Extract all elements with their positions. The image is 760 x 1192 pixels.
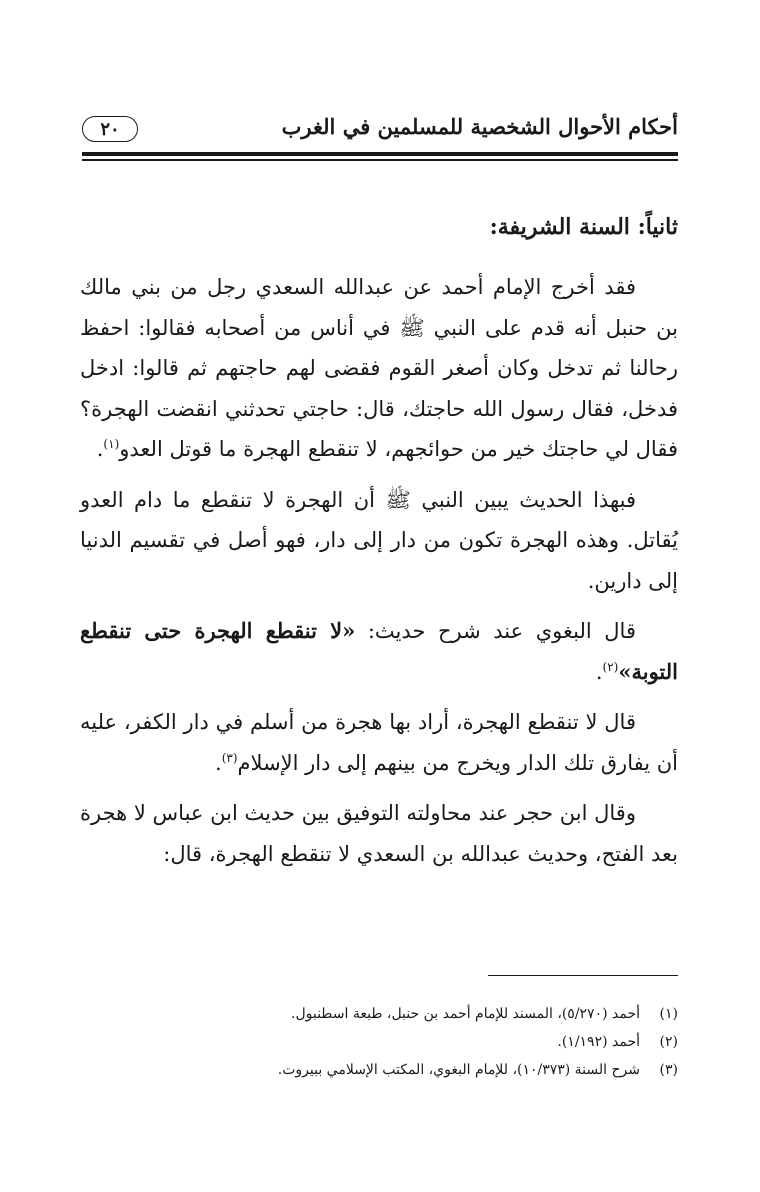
footnote-ref-2[interactable]: (٢)	[602, 659, 619, 674]
page-header	[82, 112, 678, 152]
header-rule-thick	[82, 152, 678, 156]
paragraph-1-end: .	[96, 437, 104, 461]
footnote-number: (٣)	[659, 1062, 678, 1078]
paragraph-3	[80, 611, 678, 692]
footnote-ref-3[interactable]: (٣)	[221, 750, 238, 765]
paragraph-2: فبهذا الحديث يبين النبي ﷺ أن الهجرة لا تنقطع ما دام العدو يُقاتل. وهذه الهجرة تكون من دار إلى دار، فهو أصل في تقسيم الدنيا إلى دارين.	[80, 487, 678, 593]
footnote-text: شرح السنة (١٠/٣٧٣)، للإمام البغوي، المكتب الإسلامي ببيروت.	[277, 1062, 640, 1078]
paragraph-4-end: .	[215, 750, 222, 775]
main-text	[80, 205, 678, 884]
footnote-ref-1[interactable]: (١)	[103, 437, 120, 451]
paragraph-1	[80, 267, 678, 470]
footnote-number: (١)	[659, 1006, 678, 1022]
header-rule-thin	[82, 159, 678, 161]
paragraph-4	[80, 702, 678, 783]
paragraph-3-end: .	[595, 659, 603, 684]
page-number: ٢٠	[82, 116, 138, 142]
paragraph-3-text: قال البغوي عند شرح حديث:	[355, 619, 636, 643]
running-title: أحكام الأحوال الشخصية للمسلمين في الغرب	[281, 114, 678, 139]
footnote-1	[80, 1000, 678, 1028]
footnote-separator	[488, 975, 678, 976]
footnotes	[80, 1000, 678, 1084]
paragraph-4-text: قال لا تنقطع الهجرة، أراد بها هجرة من أسلم في دار الكفر، عليه أن يفارق تلك الدار ويخرج من بينهم إلى دار الإسلام	[80, 710, 678, 775]
paragraph-5: وقال ابن حجر عند محاولته التوفيق بين حديث ابن عباس لا هجرة بعد الفتح، وحديث عبدالله بن السعدي لا تنقطع الهجرة، قال:	[80, 801, 678, 866]
footnote-text: أحمد (١/١٩٢).	[557, 1034, 640, 1050]
footnote-3	[80, 1056, 678, 1084]
footnote-text: أحمد (٥/٢٧٠)، المسند للإمام أحمد بن حنبل، طبعة اسطنبول.	[291, 1006, 640, 1022]
footnote-number: (٢)	[659, 1034, 678, 1050]
paragraph-1-text: فقد أخرج الإمام أحمد عن عبدالله السعدي رجل من بني مالك بن حنبل أنه قدم على النبي ﷺ في أناس من أصحابه فقالوا: احفظ رحالنا ثم تدخل وكان أصغر القوم فقضى لهم حاجتهم ثم قالوا: ادخل فدخل، فقال رسول الله حاجتك، قال: حاجتي تحدثني انقضت الهجرة؟ فقال لي حاجتك خير من حوائجهم، لا تنقطع الهجرة ما قوتل العدو	[80, 275, 678, 461]
section-heading: ثانياً: السنة الشريفة:	[489, 214, 678, 240]
footnote-2	[80, 1028, 678, 1056]
hadith-quote: «لا تنقطع الهجرة حتى تنقطع التوبة»	[80, 618, 678, 684]
